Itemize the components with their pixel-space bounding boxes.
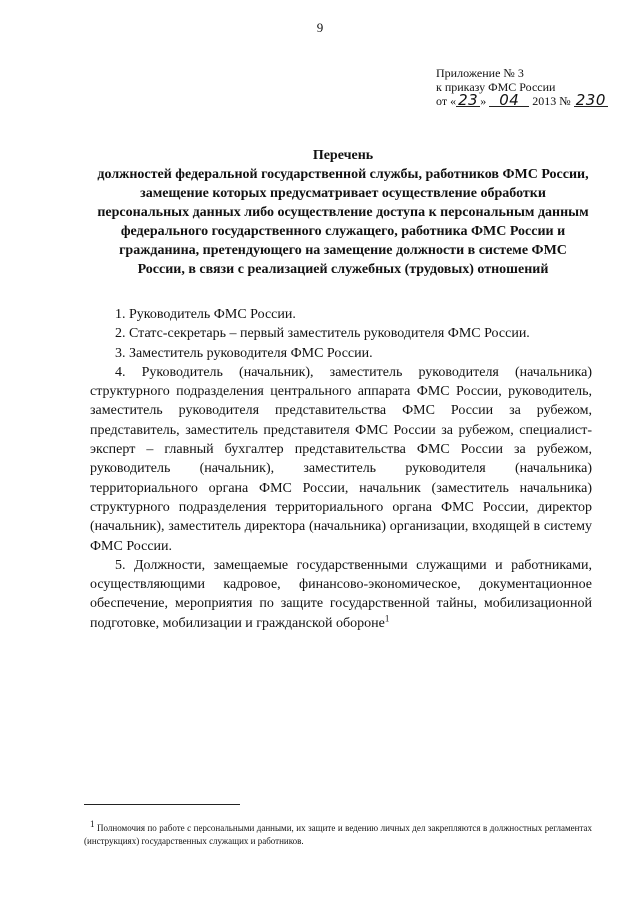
footnote bbox=[84, 819, 592, 848]
list-item: 4. Руководитель (начальник), заместитель руководителя (начальника) структурного подразделения центрального аппарата ФМС России, руководитель, заместитель руководителя представительства ФМС России за рубежом, представитель, заместитель представителя ФМС России за рубежом, специалист-эксперт – главный бухгалтер представительства ФМС России за рубежом, руководитель (начальник), заместитель руководителя (начальника) территориального органа ФМС России, начальник (заместитель начальника) структурного подразделения территориального органа ФМС России, директор (начальник), заместитель директора (начальника) организации, входящей в систему ФМС России. bbox=[90, 364, 592, 554]
list-item-5 bbox=[90, 556, 592, 633]
date-year-suffix: 13 bbox=[544, 94, 557, 108]
order-number-label: № bbox=[559, 94, 571, 108]
footnote-text: Полномочия по работе с персональными данными, их защите и ведению личных дел закрепляются в должностных регламентах (инструкциях) государственных служащих и работников. bbox=[84, 823, 592, 846]
positions-list bbox=[90, 305, 592, 633]
date-day: 23 bbox=[458, 91, 479, 109]
order-number: 230 bbox=[575, 91, 606, 109]
date-year-prefix: 20 bbox=[532, 94, 545, 108]
appendix-order-ref: к приказу ФМС России bbox=[436, 80, 556, 94]
footnote-divider bbox=[84, 804, 240, 805]
appendix-header bbox=[436, 66, 626, 108]
appendix-title: Приложение № 3 bbox=[436, 66, 524, 80]
document-title bbox=[95, 146, 591, 279]
list-item: 1. Руководитель ФМС России. bbox=[115, 307, 296, 322]
footnote-marker: 1 bbox=[90, 819, 95, 829]
title-heading: Перечень bbox=[312, 148, 374, 163]
title-text: должностей федеральной государственной службы, работников ФМС России, замещение которых предусматривает осуществление обработки персональных данных либо осуществление доступа к персональным данным федерального государственного служащего, работника ФМС России и гражданина, претендующего на замещение должности в системе ФМС России, в связи с реализацией служебных (трудовых) отношений bbox=[97, 167, 589, 277]
appendix-date-line bbox=[436, 91, 626, 109]
page-number: 9 bbox=[316, 20, 324, 35]
footnote-reference: 1 bbox=[384, 613, 390, 624]
list-item: 2. Статс-секретарь – первый заместитель руководителя ФМС России. bbox=[115, 326, 530, 342]
date-month: 04 bbox=[489, 94, 529, 107]
list-item-text: 5. Должности, замещаемые государственными служащими и работниками, осуществляющими кадровое, финансово-экономическое, документационное обеспечение, мероприятия по защите государственной тайны, мобилизационной подготовке, мобилизации и гражданской обороне bbox=[90, 557, 592, 631]
date-from-label: от « bbox=[436, 94, 457, 108]
date-day-close: » bbox=[480, 94, 487, 108]
list-item: 3. Заместитель руководителя ФМС России. bbox=[115, 345, 373, 361]
